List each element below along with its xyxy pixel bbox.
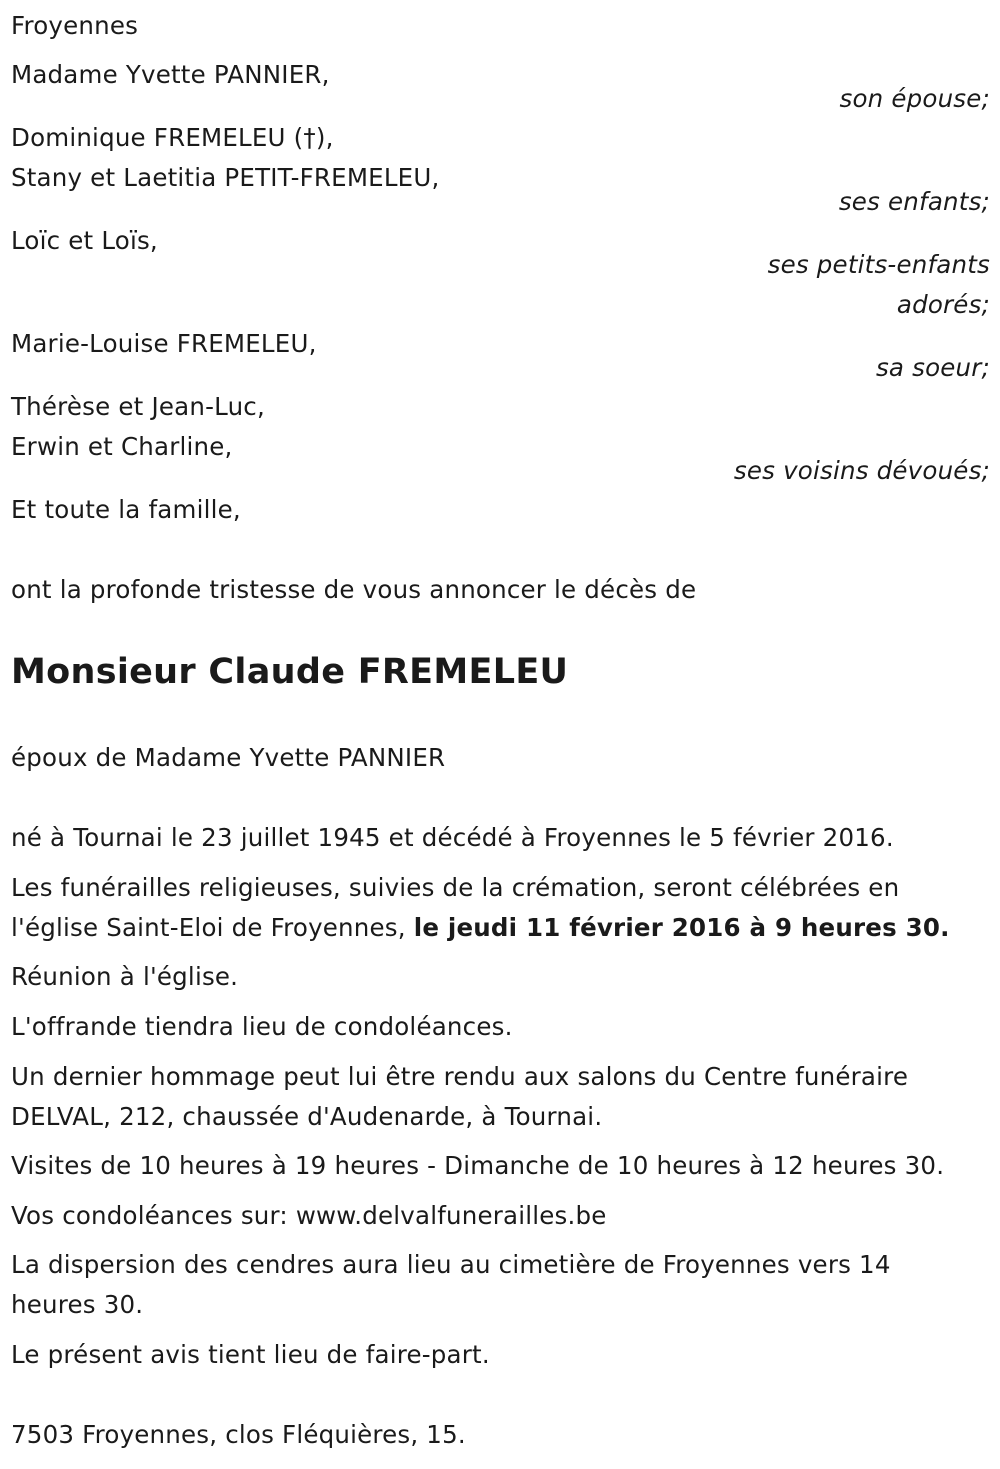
family-relation: sa soeur; [875, 353, 990, 382]
ashes-line: La dispersion des cendres aura lieu au cimetière de Froyennes vers 14 [11, 1250, 891, 1279]
birth-death-line: né à Tournai le 23 juillet 1945 et décédé à Froyennes le 5 février 2016. [11, 823, 894, 852]
ashes-line: heures 30. [11, 1290, 144, 1319]
deceased-name: Monsieur Claude FREMELEU [11, 652, 569, 692]
family-name: Thérèse et Jean-Luc, [11, 392, 265, 421]
header-place: Froyennes [11, 11, 139, 40]
visits-line: Visites de 10 heures à 19 heures - Dimanche de 10 heures à 12 heures 30. [11, 1151, 945, 1180]
tribute-line: Un dernier hommage peut lui être rendu aux salons du Centre funéraire [11, 1062, 909, 1091]
family-name: Stany et Laetitia PETIT-FREMELEU, [11, 163, 440, 192]
family-relation: ses voisins dévoués; [733, 456, 990, 485]
notice-line: Le présent avis tient lieu de faire-part. [11, 1340, 490, 1369]
family-name: Marie-Louise FREMELEU, [11, 329, 317, 358]
family-name: Madame Yvette PANNIER, [11, 60, 330, 89]
meeting-line: Réunion à l'église. [11, 962, 239, 991]
funeral-line [11, 908, 950, 948]
family-name: Erwin et Charline, [11, 432, 233, 461]
family-name: Et toute la famille, [11, 495, 241, 524]
funeral-line: Les funérailles religieuses, suivies de la crémation, seront célébrées en [11, 873, 900, 902]
family-relation: ses enfants; [838, 187, 990, 216]
family-relation: son épouse; [839, 84, 990, 113]
offering-line: L'offrande tiendra lieu de condoléances. [11, 1012, 513, 1041]
funeral-date: le jeudi 11 février 2016 à 9 heures 30. [413, 913, 950, 942]
family-relation: ses petits-enfants [767, 250, 990, 279]
condolences-line: Vos condoléances sur: www.delvalfunerailles.be [11, 1201, 607, 1230]
address-line: 7503 Froyennes, clos Fléquières, 15. [11, 1420, 466, 1449]
tribute-line: DELVAL, 212, chaussée d'Audenarde, à Tournai. [11, 1102, 603, 1131]
announcement-text: ont la profonde tristesse de vous annoncer le décès de [11, 575, 697, 604]
family-relation: adorés; [896, 290, 990, 319]
funeral-church: l'église Saint-Eloi de Froyennes, [11, 913, 414, 942]
spouse-line: époux de Madame Yvette PANNIER [11, 743, 446, 772]
family-name: Dominique FREMELEU (†), [11, 123, 334, 152]
family-name: Loïc et Loïs, [11, 226, 158, 255]
